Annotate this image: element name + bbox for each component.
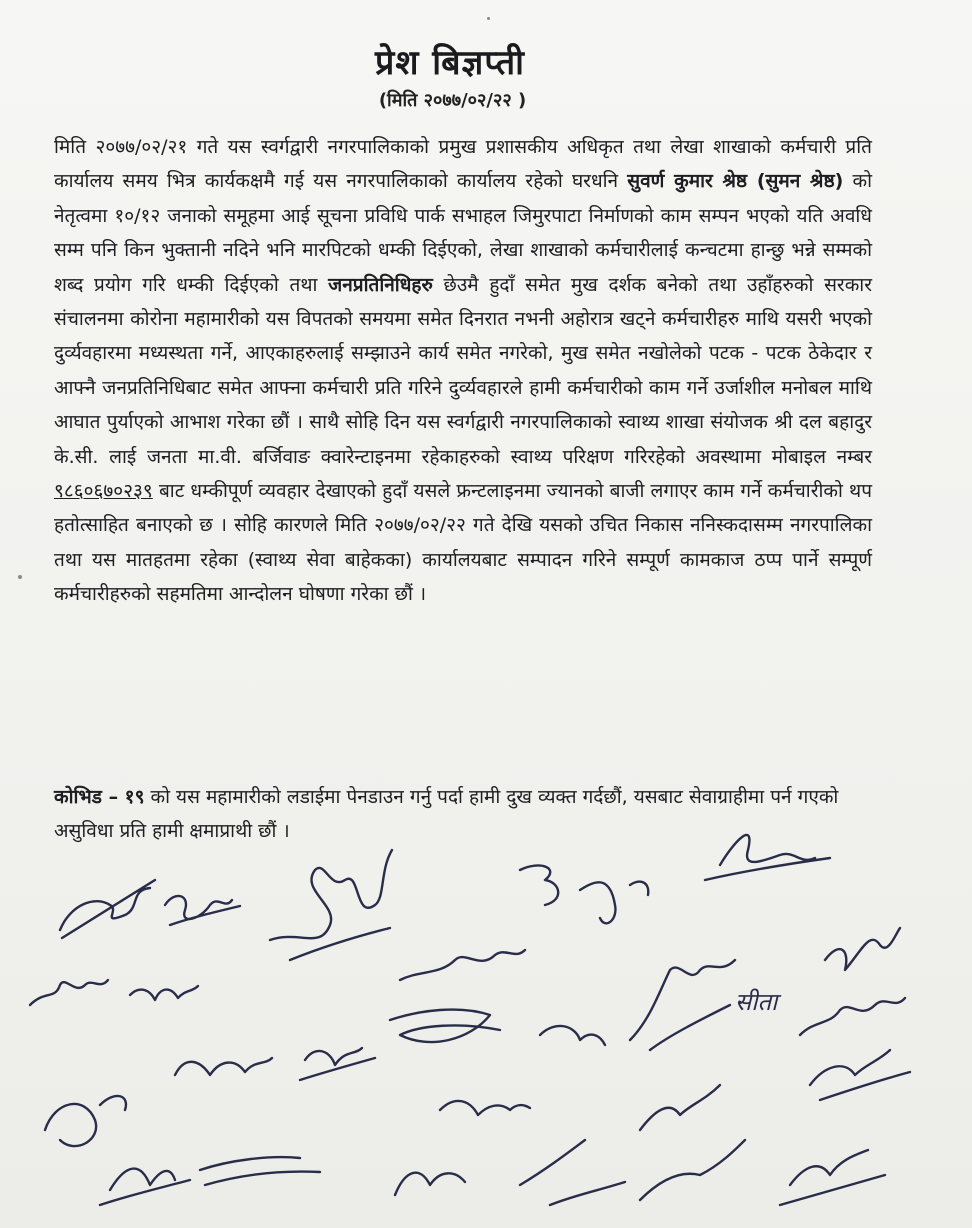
signature-2 bbox=[165, 896, 240, 925]
signature-16 bbox=[810, 1050, 910, 1100]
body-phone-number: ९८६०६७०२३९ bbox=[54, 480, 153, 503]
signature-18 bbox=[440, 1101, 530, 1115]
body-text-part-2: को नेतृत्वमा १०/१२ जनाको समूहमा आई सूचना प्रविधि पार्क सभाहल जिमुरपाटा निर्माणको काम सम्पन भएको यति अवधि सम्म पनि किन भुक्तानी नदिने भनि मारपिटको धम्की दिईएको, लेखा शाखाको कर्मचारीलाई कन्चटमा हान्छु भन्ने सम्मको शब्द प्रयोग गरि धम्की दिईएको तथा bbox=[54, 170, 873, 296]
closing-bold-lead: कोभिड – १९ bbox=[54, 786, 145, 808]
signature-7 bbox=[30, 980, 108, 1005]
signature-1 bbox=[60, 880, 155, 938]
signature-5 bbox=[705, 835, 830, 880]
signature-12 bbox=[175, 1058, 272, 1075]
signature-4 bbox=[520, 865, 648, 923]
signature-11 bbox=[800, 998, 905, 1035]
signature-23 bbox=[520, 1140, 625, 1205]
signature-word-sita: सीता bbox=[735, 988, 778, 1016]
signature-21 bbox=[200, 1157, 320, 1185]
body-text-part-3: छेउमै हुदाँ समेत मुख दर्शक बनेको तथा उहाँहरुको सरकार संचालनमा कोरोना महामारीको यस विपतको समयमा समेत दिनरात नभनी अहोरात्र खट्ने कर्मचारीहरु माथि यसरी भएको दुर्व्यवहारमा मध्यस्थता गर्ने, आएकाहरुलाई सम्झाउने कार्य समेत नगरेको, मुख समेत नखोलेको पटक - पटक ठेकेदार र आफ्नै जनप्रतिनिधिबाट समेत आफ्ना कर्मचारी प्रति गरिने दुर्व्यवहारले हामी कर्मचारीको काम गर्ने उर्जाशील मनोबल माथि आघात पुर्याएको आभाश गरेका छौं । साथै सोहि दिन यस स्वर्गद्वारी नगरपालिकाको स्वाथ्य शाखा संयोजक श्री दल बहादुर के.सी. लाई जनता मा.वी. बर्जिवाङ क्वारेन्टाइनमा रहेकाहरुको स्वाथ्य परिक्षण गरिरहेको अवस्थामा मोबाइल नम्बर bbox=[54, 273, 872, 468]
body-text-part-1: मिति २०७७/०२/२१ गते यस स्वर्गद्वारी नगरपालिकाको प्रमुख प्रशासकीय अधिकृत तथा लेखा शाखाको कर्मचारी प्रति कार्यालय समय भित्र कार्यकक्षमै गई यस नगरपालिकाको कार्यालय रहेको घरधनि bbox=[54, 136, 872, 193]
signature-13 bbox=[300, 1048, 375, 1080]
signature-3 bbox=[270, 850, 392, 960]
signatures-area bbox=[0, 810, 972, 1228]
document-date: (मिति २०७७/०२/२२ ) bbox=[378, 90, 527, 111]
signature-9 bbox=[400, 950, 525, 980]
body-text-part-4: बाट धम्कीपूर्ण व्यवहार देखाएको हुदाँ यसले फ्रन्टलाइनमा ज्यानको बाजी लगाएर काम गर्ने कर्मचारीको थप हतोत्साहित बनाएको छ । सोहि कारणले मिति २०७७/०२/२२ गते देखि यसको उचित निकास ननिस्कदासम्म नगरपालिका तथा यस मातहतमा रहेका (स्वाथ्य सेवा बाहेकका) कार्यालयबाट सम्पादन गरिने सम्पूर्ण कामकाज ठप्प पार्ने सम्पूर्ण कर्मचारीहरुको सहमतिमा आन्दोलन घोषणा गरेका छौं । bbox=[54, 480, 872, 606]
document-body-paragraph bbox=[54, 130, 872, 612]
paper-speck bbox=[487, 17, 490, 20]
document-title: प्रेश बिज्ञप्ती bbox=[375, 43, 525, 83]
signature-24 bbox=[640, 1140, 745, 1200]
closing-text: को यस महामारीको लडाईमा पेनडाउन गर्नु पर्दा हामी दुख व्यक्त गर्दछौं, यसबाट सेवाग्राहीमा पर्न गएको असुविधा प्रति हामी क्षमाप्राथी छौं । bbox=[54, 786, 839, 843]
signature-6 bbox=[825, 928, 900, 970]
signature-17 bbox=[45, 1096, 126, 1146]
signature-19 bbox=[640, 1085, 720, 1130]
signature-25 bbox=[780, 1150, 885, 1205]
signature-14 bbox=[390, 1010, 500, 1042]
signatures-svg bbox=[0, 810, 972, 1228]
body-bold-representatives: जनप्रतिनिधिहरु bbox=[328, 273, 433, 296]
signature-22 bbox=[395, 1173, 465, 1195]
signature-8 bbox=[130, 986, 198, 1000]
signature-20 bbox=[100, 1169, 190, 1205]
signature-10 bbox=[630, 960, 735, 1050]
body-bold-name: सुवर्ण कुमार श्रेष्ठ (सुमन श्रेष्ठ) bbox=[627, 170, 844, 193]
signature-15 bbox=[540, 1026, 605, 1045]
paper-speck bbox=[18, 575, 22, 579]
